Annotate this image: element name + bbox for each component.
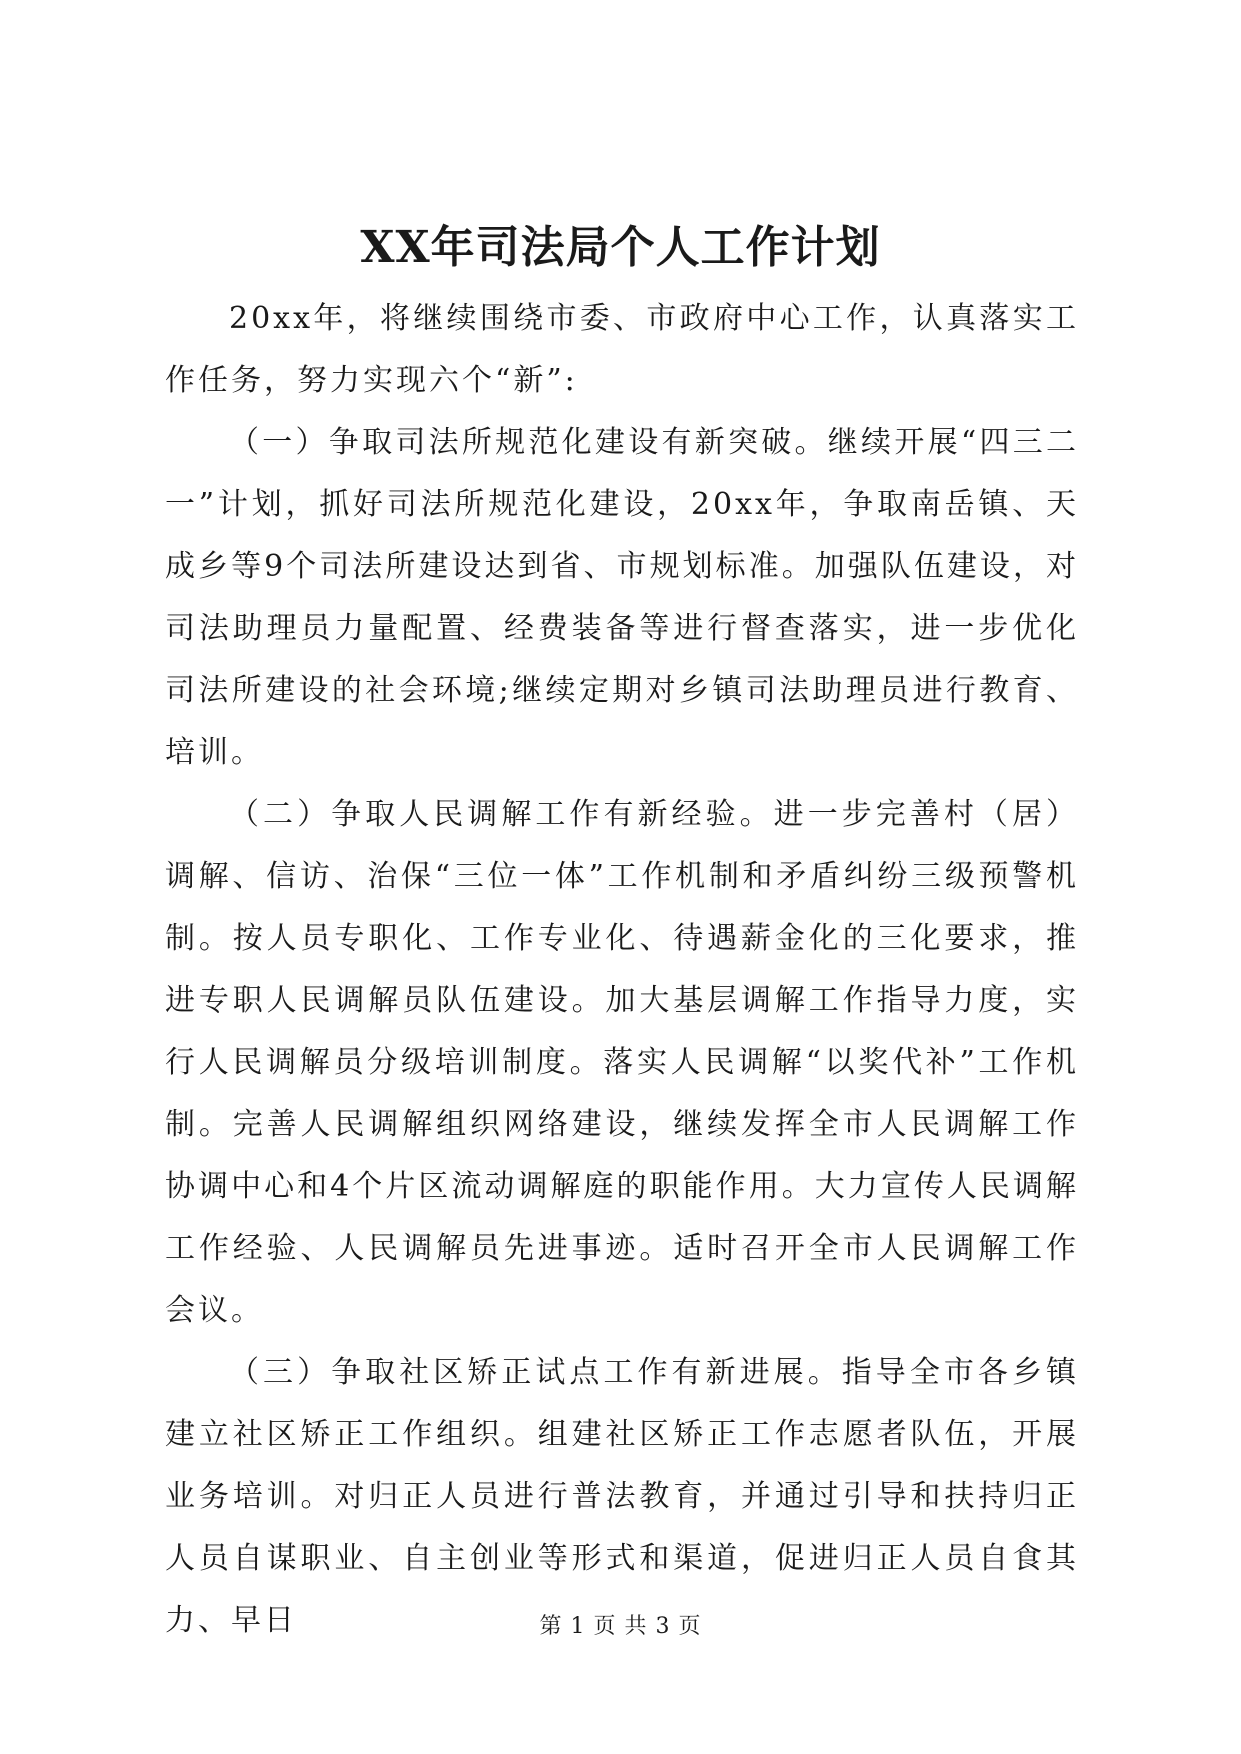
document-body	[165, 288, 1079, 1652]
intro-paragraph: 20xx年，将继续围绕市委、市政府中心工作，认真落实工作任务，努力实现六个“新”:	[165, 301, 1079, 398]
section-3-paragraph: （三）争取社区矫正试点工作有新进展。指导全市各乡镇建立社区矫正工作组织。组建社区矫正工作志愿者队伍，开展业务培训。对归正人员进行普法教育，并通过引导和扶持归正人员自谋职业、自主创业等形式和渠道，促进归正人员自食其力、早日	[165, 1355, 1079, 1638]
section-1-paragraph: （一）争取司法所规范化建设有新突破。继续开展“四三二一”计划，抓好司法所规范化建设，20xx年，争取南岳镇、天成乡等9个司法所建设达到省、市规划标准。加强队伍建设，对司法助理员力量配置、经费装备等进行督查落实，进一步优化司法所建设的社会环境;继续定期对乡镇司法助理员进行教育、培训。	[165, 425, 1079, 770]
section-2-paragraph: （二）争取人民调解工作有新经验。进一步完善村（居）调解、信访、治保“三位一体”工作机制和矛盾纠纷三级预警机制。按人员专职化、工作专业化、待遇薪金化的三化要求，推进专职人民调解员队伍建设。加大基层调解工作指导力度，实行人民调解员分级培训制度。落实人民调解“以奖代补”工作机制。完善人民调解组织网络建设，继续发挥全市人民调解工作协调中心和4个片区流动调解庭的职能作用。大力宣传人民调解工作经验、人民调解员先进事迹。适时召开全市人民调解工作会议。	[165, 797, 1079, 1328]
document-title: XX年司法局个人工作计划	[360, 222, 881, 273]
page-number-footer: 第 1 页 共 3 页	[539, 1614, 702, 1639]
